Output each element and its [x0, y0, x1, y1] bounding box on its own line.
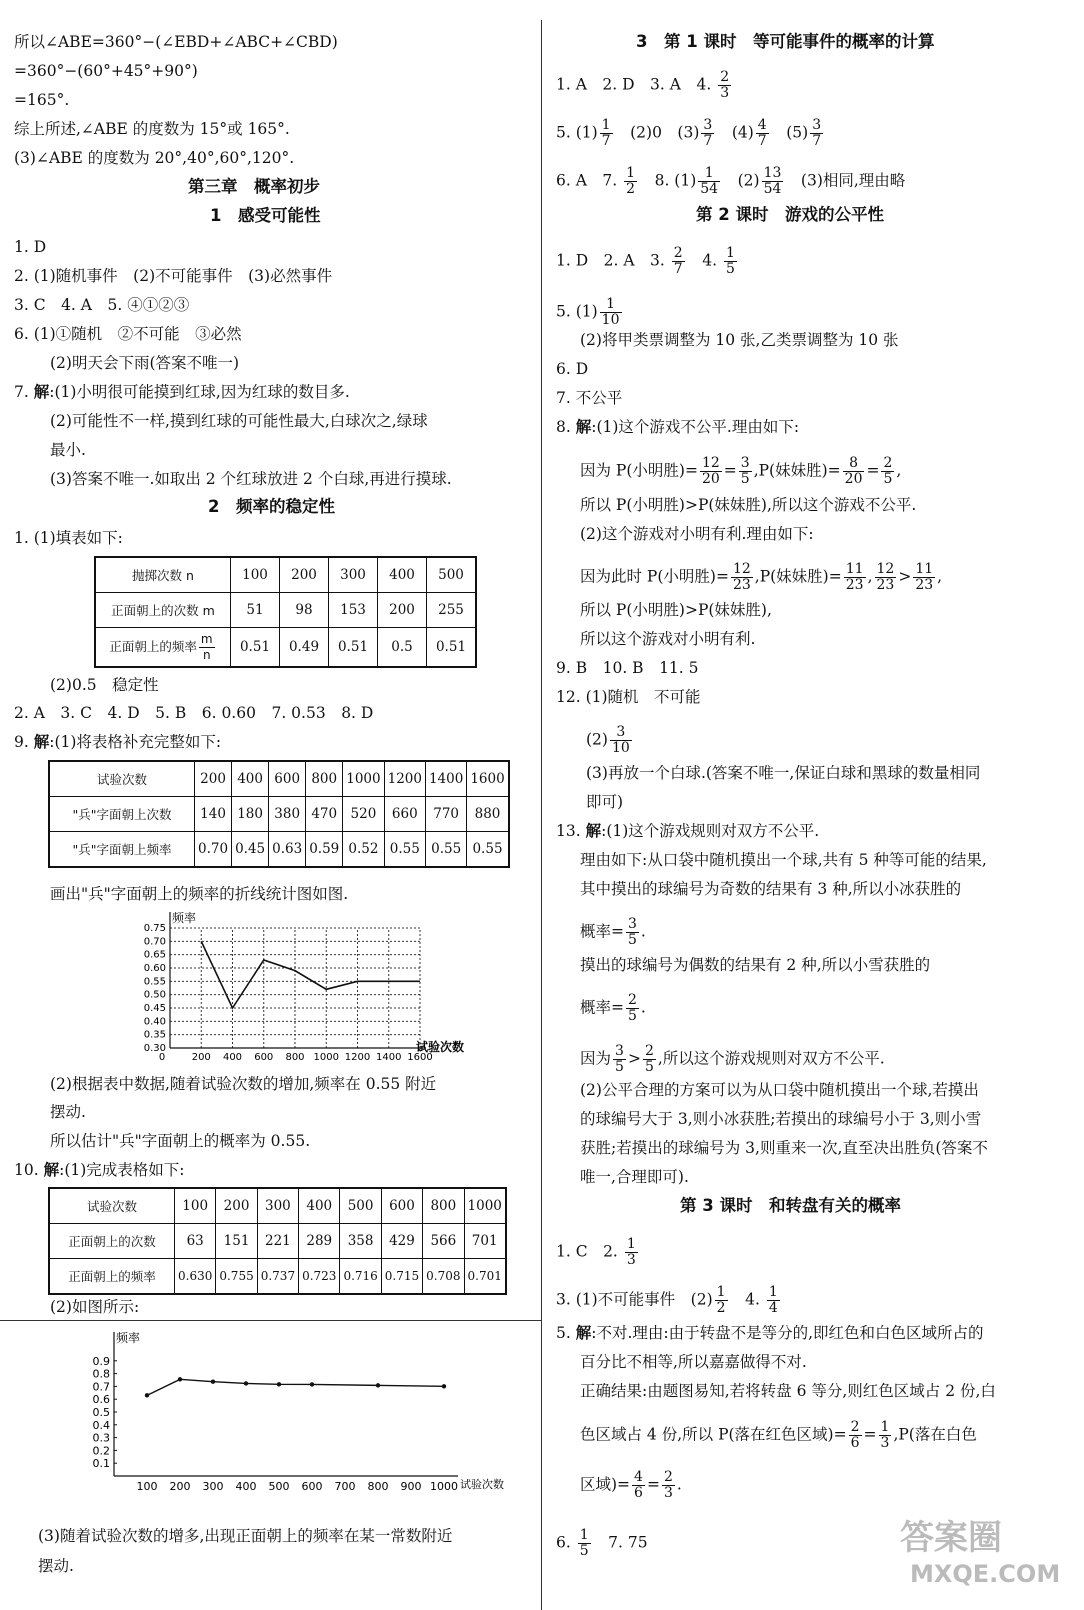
- section-divider: [0, 1320, 541, 1321]
- x-axis-label: 试验次数: [460, 1478, 504, 1491]
- text-line: (3)∠ABE 的度数为 20°,40°,60°,120°.: [14, 149, 295, 167]
- x-tick-label: 200: [191, 1052, 211, 1063]
- fraction: $\frac{1}{3}$: [626, 1236, 636, 1268]
- fraction: $\frac{2}{7}$: [673, 245, 683, 277]
- fraction: $\frac{12}{20}$: [701, 455, 720, 487]
- series-line: [147, 1379, 444, 1395]
- fraction: $\frac{11}{23}$: [915, 561, 934, 593]
- chart-coin-frequency: [70, 1326, 504, 1526]
- fraction: $\frac{3}{7}$: [703, 117, 713, 149]
- table-row: 正面朝上的频率 $\frac{m}{n}$ 0.51 0.49 0.51 0.5 0.51: [95, 628, 476, 668]
- data-point: [145, 1393, 149, 1397]
- answer-line: 1. A 2. D 3. A 4. $\frac{2}{3}$: [556, 69, 730, 101]
- answer-line: (2)明天会下雨(答案不唯一): [50, 354, 240, 372]
- y-tick-label: 0.9: [92, 1354, 110, 1368]
- answer-line: (2) $\frac{3}{10}$: [586, 724, 630, 756]
- y-tick-label: 0.30: [143, 1043, 166, 1054]
- x-tick-label: 900: [400, 1480, 422, 1493]
- fraction: $\frac{2}{5}$: [883, 455, 893, 487]
- data-point: [244, 1381, 248, 1385]
- answer-line: 所以这个游戏对小明有利.: [580, 630, 756, 648]
- y-tick-label: 0.45: [143, 1003, 166, 1014]
- fraction: $\frac{2}{5}$: [628, 992, 637, 1024]
- fraction: $\frac{2}{5}$: [644, 1043, 654, 1075]
- answer-line: 1. D 2. A 3. $\frac{2}{7}$ 4. $\frac{1}{5}$: [556, 245, 735, 277]
- answer-line: 正确结果:由题图易知,若将转盘 6 等分,则红色区域占 2 份,白: [580, 1382, 996, 1400]
- answer-line: 9. 解:(1)将表格补充完整如下:: [14, 733, 222, 751]
- fraction: $\frac{12}{23}$: [876, 561, 895, 593]
- answer-line: 因为 $\frac{3}{5}$ > $\frac{2}{5}$ ,所以这个游戏规则对双方不公平.: [580, 1043, 885, 1075]
- answer-line: 1. D: [14, 238, 47, 256]
- x-tick-label: 1200: [344, 1052, 371, 1063]
- answer-line: 唯一,合理即可).: [580, 1168, 689, 1186]
- answer-line: (2)将甲类票调整为 10 张,乙类票调整为 10 张: [580, 331, 899, 349]
- fraction: $\frac{2}{6}$: [850, 1419, 860, 1451]
- fraction: $\frac{12}{23}$: [732, 561, 751, 593]
- x-tick-label: 600: [254, 1052, 274, 1063]
- data-point: [442, 1384, 446, 1388]
- watermark-url: MXQE.COM: [910, 1560, 1061, 1588]
- answer-line: 摸出的球编号为偶数的结果有 2 种,所以小雪获胜的: [580, 956, 931, 974]
- x-axis-label: 试验次数: [416, 1040, 465, 1054]
- answer-line: 其中摸出的球编号为奇数的结果有 3 种,所以小冰获胜的: [580, 880, 962, 898]
- answer-line: 概率= $\frac{3}{5}$ .: [580, 916, 646, 948]
- y-tick-label: 0.8: [92, 1367, 110, 1381]
- fraction: $\frac{8}{20}$: [844, 455, 863, 487]
- answer-line: 6. (1)①随机 ②不可能 ③必然: [14, 325, 242, 343]
- fraction: $\frac{1}{7}$: [601, 117, 611, 149]
- table-row: 正面朝上的次数 63 151 221 289 358 429 566 701: [49, 1224, 506, 1259]
- fraction: $\frac{4}{6}$: [634, 1469, 643, 1501]
- answer-line: (3)再放一个白球.(答案不唯一,保证白球和黑球的数量相同: [586, 764, 981, 782]
- answer-line: 5. 解:不对.理由:由于转盘不是等分的,即红色和白色区域所占的: [556, 1324, 984, 1342]
- x-tick-label: 1600: [407, 1052, 433, 1063]
- fraction: $\frac{2}{3}$: [720, 69, 730, 101]
- table-row: 抛掷次数 n 100 200 300 400 500: [95, 557, 476, 593]
- data-point: [376, 1383, 380, 1387]
- fraction: $\frac{3}{10}$: [611, 724, 630, 756]
- answer-line: 摆动.: [50, 1103, 86, 1121]
- answer-line: 获胜;若摸出的球编号为 3,则重来一次,直至决出胜负(答案不: [580, 1139, 988, 1157]
- x-tick-label: 800: [367, 1480, 389, 1493]
- answer-line: (3)随着试验次数的增多,出现正面朝上的频率在某一常数附近: [38, 1527, 453, 1545]
- answer-line: 所以 P(小明胜)>P(妹妹胜),所以这个游戏不公平.: [580, 496, 917, 514]
- x-tick-label: 1000: [313, 1052, 339, 1063]
- y-tick-label: 0.70: [143, 936, 166, 948]
- answer-line: 5. (1) $\frac{1}{10}$: [556, 296, 620, 328]
- y-axis-label: 频率: [116, 1331, 141, 1345]
- y-tick-label: 0.50: [143, 989, 166, 1001]
- answer-line: 百分比不相等,所以嘉嘉做得不对.: [580, 1353, 807, 1371]
- answer-line: 即可): [586, 793, 624, 811]
- answer-line: 6. A 7. $\frac{1}{2}$ 8. (1) $\frac{1}{54}$ (2) $\frac{13}{54}$ (3)相同,理由略: [556, 165, 906, 197]
- y-tick-label: 0.65: [143, 949, 166, 961]
- data-point: [277, 1382, 281, 1386]
- fraction: $\frac{3}{5}$: [615, 1043, 624, 1075]
- fraction: $\frac{1}{54}$: [700, 165, 719, 197]
- x-tick-label: 0: [158, 1052, 166, 1063]
- x-tick-label: 800: [285, 1052, 305, 1063]
- answer-line: 理由如下:从口袋中随机摸出一个球,共有 5 种等可能的结果,: [580, 851, 987, 869]
- x-tick-label: 700: [334, 1480, 356, 1493]
- answer-line: 摆动.: [38, 1557, 74, 1575]
- chart-bing-frequency: [114, 906, 465, 1076]
- answer-line: 概率= $\frac{2}{5}$ .: [580, 992, 646, 1024]
- answer-line: 10. 解:(1)完成表格如下:: [14, 1161, 185, 1179]
- table-row: 正面朝上的次数 m 51 98 153 200 255: [95, 593, 476, 628]
- chapter-title: 第三章 概率初步: [188, 177, 320, 196]
- x-tick-label: 300: [202, 1480, 224, 1493]
- section-title: 第 2 课时 游戏的公平性: [696, 205, 884, 224]
- y-tick-label: 0.4: [92, 1418, 110, 1432]
- answer-line: 画出"兵"字面朝上的频率的折线统计图如图.: [50, 885, 349, 903]
- answer-line: 8. 解:(1)这个游戏不公平.理由如下:: [556, 418, 800, 436]
- answer-line: 1. (1)填表如下:: [14, 529, 123, 547]
- fraction: $\frac{3}{5}$: [740, 455, 750, 487]
- answer-line: 因为 P(小明胜)= $\frac{12}{20}$ = $\frac{3}{5}$ ,P(妹妹胜)= $\frac{8}{20}$ = $\frac{2}{5}$ ,: [580, 455, 902, 487]
- answer-line: 2. A 3. C 4. D 5. B 6. 0.60 7. 0.53 8. D: [14, 704, 374, 722]
- fraction: $\frac{1}{2}$: [716, 1284, 726, 1316]
- x-tick-label: 100: [136, 1480, 158, 1493]
- answer-line: 6. $\frac{1}{5}$ 7. 75: [556, 1527, 648, 1559]
- fraction: $\frac{4}{7}$: [757, 117, 767, 149]
- answer-line: 3. C 4. A 5. ④①②③: [14, 296, 190, 314]
- table-row: "兵"字面朝上频率 0.70 0.45 0.63 0.59 0.52 0.55 0.55 0.55: [49, 832, 509, 868]
- answer-line: 色区域占 4 份,所以 P(落在红色区域)= $\frac{2}{6}$ = $\frac{1}{3}$ ,P(落在白色: [580, 1419, 977, 1451]
- answer-line: 因为此时 P(小明胜)= $\frac{12}{23}$ ,P(妹妹胜)= $\frac{11}{23}$ , $\frac{12}{23}$ > $\frac{11}{23}$ ,: [580, 561, 943, 593]
- answer-line: 1. C 2. $\frac{1}{3}$: [556, 1236, 636, 1268]
- answer-line: 12. (1)随机 不可能: [556, 688, 701, 706]
- table-row: 正面朝上的频率 0.630 0.755 0.737 0.723 0.716 0.715 0.708 0.701: [49, 1259, 506, 1295]
- y-tick-label: 0.35: [143, 1029, 166, 1041]
- x-tick-label: 1000: [430, 1480, 458, 1493]
- watermark-logo: 答案圈: [900, 1518, 1002, 1558]
- table-bing-toss: [48, 760, 510, 868]
- answer-line: (2)这个游戏对小明有利.理由如下:: [580, 525, 814, 543]
- answer-line: 13. 解:(1)这个游戏规则对双方不公平.: [556, 822, 820, 840]
- fraction: $\frac{1}{3}$: [880, 1419, 890, 1451]
- answer-line: (2)公平合理的方案可以为从口袋中随机摸出一个球,若摸出: [580, 1081, 979, 1099]
- y-tick-label: 0.3: [92, 1431, 110, 1445]
- answer-line: 7. 解:(1)小明很可能摸到红球,因为红球的数目多.: [14, 383, 350, 401]
- answer-line: 所以 P(小明胜)>P(妹妹胜),: [580, 601, 772, 619]
- section-title: 3 第 1 课时 等可能事件的概率的计算: [636, 32, 935, 51]
- table-row: "兵"字面朝上次数 140 180 380 470 520 660 770 880: [49, 797, 509, 832]
- table-coin-toss-2: [48, 1187, 507, 1295]
- x-tick-label: 400: [222, 1052, 243, 1063]
- text-line: 综上所述,∠ABE 的度数为 15°或 165°.: [14, 120, 290, 138]
- answer-line: 所以估计"兵"字面朝上的概率为 0.55.: [50, 1132, 311, 1150]
- answer-line: 3. (1)不可能事件 (2) $\frac{1}{2}$ 4. $\frac{1}{4}$: [556, 1284, 778, 1316]
- answer-line: (3)答案不唯一.如取出 2 个红球放进 2 个白球,再进行摸球.: [50, 470, 452, 488]
- y-tick-label: 0.6: [92, 1393, 110, 1407]
- answer-line: 区域)= $\frac{4}{6}$ = $\frac{2}{3}$ .: [580, 1469, 682, 1501]
- fraction: $\frac{1}{5}$: [725, 245, 735, 277]
- text-line: =360°−(60°+45°+90°): [14, 62, 198, 80]
- fraction: $\frac{13}{54}$: [763, 165, 782, 197]
- fraction: $\frac{1}{4}$: [768, 1284, 778, 1316]
- fraction: $\frac{1}{10}$: [601, 296, 620, 328]
- x-tick-label: 1400: [376, 1052, 402, 1063]
- fraction: $\frac{11}{23}$: [845, 561, 864, 593]
- series-line: [201, 941, 420, 1008]
- column-divider: [541, 20, 542, 1610]
- text-line: =165°.: [14, 91, 70, 109]
- data-point: [310, 1382, 314, 1386]
- y-tick-label: 0.40: [143, 1016, 166, 1028]
- answer-line: 7. 不公平: [556, 389, 623, 407]
- table-coin-toss: [94, 556, 477, 668]
- section-title: 2 频率的稳定性: [208, 497, 335, 516]
- x-tick-label: 400: [235, 1480, 257, 1493]
- y-tick-label: 0.5: [92, 1406, 110, 1419]
- y-tick-label: 0.75: [143, 923, 166, 934]
- answer-line: 9. B 10. B 11. 5: [556, 659, 699, 677]
- y-tick-label: 0.7: [92, 1380, 110, 1394]
- y-tick-label: 0.1: [92, 1457, 110, 1471]
- table-row: 试验次数 100 200 300 400 500 600 800 1000: [49, 1188, 506, 1224]
- answer-line: 的球编号大于 3,则小冰获胜;若摸出的球编号小于 3,则小雪: [580, 1110, 982, 1128]
- fraction: $\frac{1}{2}$: [626, 165, 636, 197]
- data-point: [178, 1377, 182, 1381]
- fraction: $\frac{2}{3}$: [663, 1469, 673, 1501]
- answer-line: (2)如图所示:: [50, 1298, 140, 1316]
- answer-line: (2)可能性不一样,摸到红球的可能性最大,白球次之,绿球: [50, 412, 428, 430]
- fraction: $\frac{1}{5}$: [579, 1527, 589, 1559]
- x-tick-label: 600: [301, 1480, 323, 1493]
- x-tick-label: 200: [169, 1480, 191, 1493]
- y-axis-label: 频率: [172, 911, 197, 925]
- fraction: $\frac{3}{5}$: [628, 916, 637, 948]
- answer-line: 2. (1)随机事件 (2)不可能事件 (3)必然事件: [14, 267, 333, 285]
- data-point: [211, 1379, 215, 1383]
- answer-line: 5. (1) $\frac{1}{7}$ (2)0 (3) $\frac{3}{7}$ (4) $\frac{4}{7}$ (5) $\frac{3}{7}$: [556, 117, 822, 149]
- section-title: 1 感受可能性: [210, 206, 321, 225]
- section-title: 第 3 课时 和转盘有关的概率: [680, 1196, 901, 1215]
- table-row: 试验次数 200 400 600 800 1000 1200 1400 1600: [49, 761, 509, 797]
- y-tick-label: 0.2: [92, 1444, 110, 1458]
- y-tick-label: 0.55: [143, 976, 166, 988]
- answer-line: (2)根据表中数据,随着试验次数的增加,频率在 0.55 附近: [50, 1075, 437, 1093]
- answer-line: (2)0.5 稳定性: [50, 676, 159, 694]
- answer-line: 最小.: [50, 441, 86, 459]
- answer-line: 6. D: [556, 360, 589, 378]
- y-tick-label: 0.60: [143, 963, 166, 974]
- x-tick-label: 500: [268, 1480, 290, 1493]
- text-line: 所以∠ABE=360°−(∠EBD+∠ABC+∠CBD): [14, 33, 338, 51]
- fraction: $\frac{3}{7}$: [812, 117, 822, 149]
